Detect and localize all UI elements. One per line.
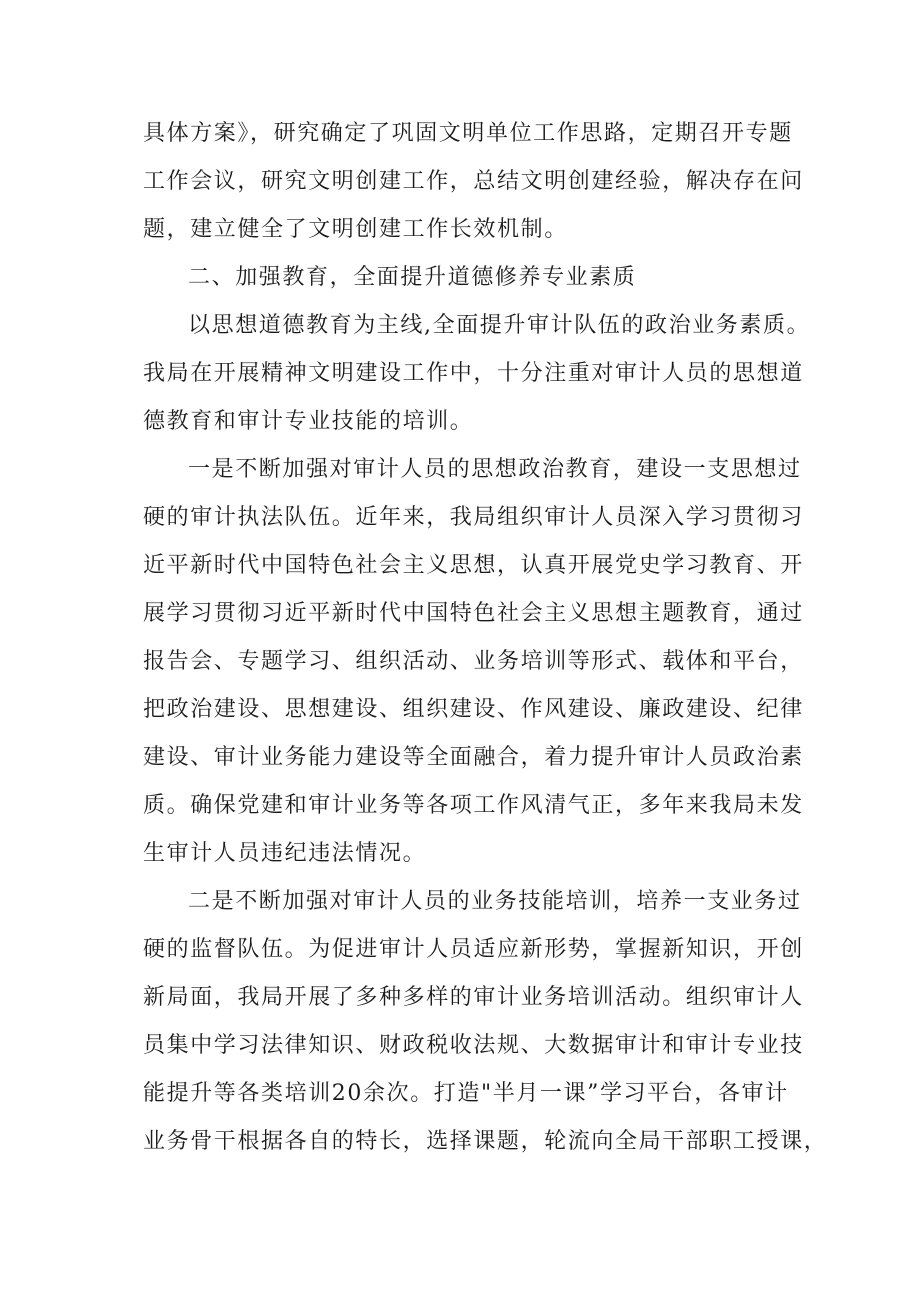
text-line: 质。确保党建和审计业务等各项工作风清气正，多年来我局未发	[143, 793, 804, 818]
text-line: 硬的监督队伍。为促进审计人员适应新形势，掌握新知识，开创	[143, 937, 804, 962]
text-line: 工作会议，研究文明创建工作，总结文明创建经验，解决存在问	[143, 169, 804, 194]
text-line: 能提升等各类培训20余次。打造"半月一课”学习平台，各审计	[143, 1081, 789, 1106]
text-line: 题，建立健全了文明创建工作长效机制。	[143, 217, 568, 242]
text-line: 把政治建设、思想建设、组织建设、作风建设、廉政建设、纪律	[143, 697, 804, 722]
text-line: 报告会、专题学习、组织活动、业务培训等形式、载体和平台，	[143, 649, 804, 674]
text-line: 新局面，我局开展了多种多样的审计业务培训活动。组织审计人	[143, 985, 804, 1010]
text-line: 二是不断加强对审计人员的业务技能培训，培养一支业务过	[188, 889, 802, 914]
text-line: 建设、审计业务能力建设等全面融合，着力提升审计人员政治素	[143, 745, 804, 770]
section-heading: 二、加强教育，全面提升道德修养专业素质	[188, 265, 637, 290]
text-line: 近平新时代中国特色社会主义思想，认真开展党史学习教育、开	[143, 553, 804, 578]
text-line: 展学习贯彻习近平新时代中国特色社会主义思想主题教育，通过	[143, 601, 804, 626]
text-line: 硬的审计执法队伍。近年来，我局组织审计人员深入学习贯彻习	[143, 505, 804, 530]
text-line: 生审计人员违纪违法情况。	[143, 841, 427, 866]
text-line: 以思想道德教育为主线,全面提升审计队伍的政治业务素质。	[188, 313, 811, 338]
text-line: 我局在开展精神文明建设工作中，十分注重对审计人员的思想道	[143, 361, 804, 386]
text-line: 德教育和审计专业技能的培训。	[143, 409, 474, 434]
text-line: 具体方案》，研究确定了巩固文明单位工作思路，定期召开专题	[143, 121, 793, 146]
text-line: 业务骨干根据各自的特长，选择课题，轮流向全局干部职工授课，	[143, 1129, 828, 1154]
text-line: 员集中学习法律知识、财政税收法规、大数据审计和审计专业技	[143, 1033, 804, 1058]
text-line: 一是不断加强对审计人员的思想政治教育，建设一支思想过	[188, 457, 802, 482]
